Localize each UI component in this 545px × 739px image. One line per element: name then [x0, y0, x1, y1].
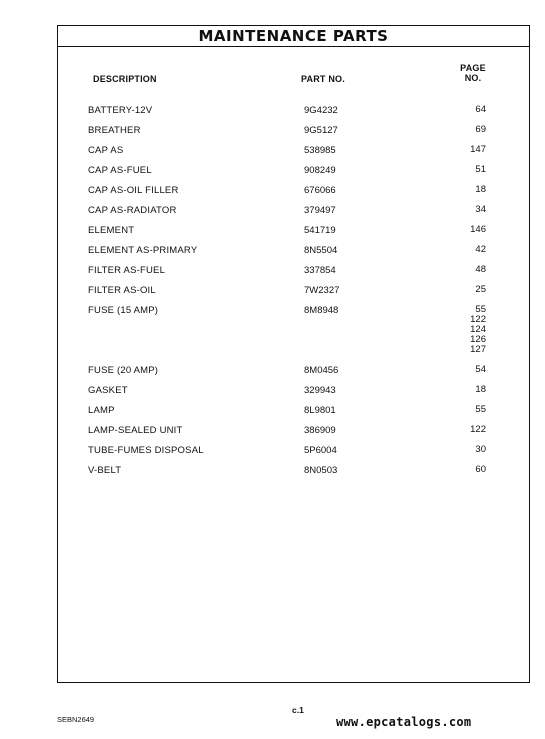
table-row — [58, 165, 529, 185]
page-references — [475, 105, 486, 115]
table-row — [58, 305, 529, 365]
part-description: LAMP-SEALED UNIT — [88, 425, 183, 436]
part-description: BREATHER — [88, 125, 141, 136]
part-number: 908249 — [304, 165, 336, 176]
page-references — [475, 245, 486, 255]
column-header-page-no — [451, 63, 495, 83]
page-references — [475, 285, 486, 295]
page-references — [475, 365, 486, 375]
part-description: FILTER AS-FUEL — [88, 265, 166, 276]
part-description: ELEMENT AS-PRIMARY — [88, 245, 198, 256]
page-reference: 126 — [470, 334, 486, 345]
part-number: 386909 — [304, 425, 336, 436]
part-number: 337854 — [304, 265, 336, 276]
part-number: 538985 — [304, 145, 336, 156]
part-number: 8M8948 — [304, 305, 339, 316]
table-row — [58, 125, 529, 145]
part-description: FUSE (20 AMP) — [88, 365, 159, 376]
page-reference: 54 — [475, 364, 486, 375]
title-bar — [58, 26, 529, 47]
page-reference: 48 — [475, 264, 486, 275]
part-number: 8N5504 — [304, 245, 338, 256]
part-description: CAP AS-FUEL — [88, 165, 152, 176]
part-number: 8M0456 — [304, 365, 339, 376]
column-header-page-line2: NO. — [464, 73, 482, 83]
page-reference: 127 — [470, 344, 486, 355]
page-reference: 146 — [470, 224, 486, 235]
page-references — [470, 305, 486, 355]
part-number: 8N0503 — [304, 465, 338, 476]
table-row — [58, 365, 529, 385]
table-row — [58, 185, 529, 205]
part-number: 329943 — [304, 385, 336, 396]
page-references — [475, 265, 486, 275]
part-description: CAP AS — [88, 145, 124, 156]
part-description: CAP AS-OIL FILLER — [88, 185, 179, 196]
page-reference: 69 — [475, 124, 486, 135]
table-row — [58, 405, 529, 425]
page-references — [475, 465, 486, 475]
website-url[interactable]: www.epcatalogs.com — [336, 715, 472, 729]
page-reference: 122 — [470, 424, 486, 435]
part-description: GASKET — [88, 385, 128, 396]
parts-list-frame — [57, 25, 530, 683]
part-description: TUBE-FUMES DISPOSAL — [88, 445, 204, 456]
column-header-page-line1: PAGE — [460, 63, 486, 73]
part-number: 8L9801 — [304, 405, 336, 416]
table-row — [58, 425, 529, 445]
part-number: 5P6004 — [304, 445, 337, 456]
part-description: FILTER AS-OIL — [88, 285, 156, 296]
page-references — [475, 385, 486, 395]
page-reference: 18 — [475, 384, 486, 395]
page-references — [470, 425, 486, 435]
page-references — [475, 205, 486, 215]
table-row — [58, 285, 529, 305]
page-reference: 25 — [475, 284, 486, 295]
table-row — [58, 465, 529, 485]
part-number: 379497 — [304, 205, 336, 216]
page-references — [470, 225, 486, 235]
parts-table — [58, 105, 529, 485]
page-references — [475, 125, 486, 135]
part-description: BATTERY-12V — [88, 105, 153, 116]
part-description: ELEMENT — [88, 225, 135, 236]
table-row — [58, 225, 529, 245]
part-description: FUSE (15 AMP) — [88, 305, 159, 316]
part-number: 541719 — [304, 225, 336, 236]
table-row — [58, 145, 529, 165]
table-row — [58, 445, 529, 465]
page-reference: 60 — [475, 464, 486, 475]
page-reference: 55 — [475, 304, 486, 315]
page-reference: 30 — [475, 444, 486, 455]
page-reference: 34 — [475, 204, 486, 215]
table-row — [58, 105, 529, 125]
page-reference: 18 — [475, 184, 486, 195]
page-reference: 42 — [475, 244, 486, 255]
column-header-description: DESCRIPTION — [93, 74, 157, 84]
column-header-part-no: PART NO. — [301, 74, 345, 84]
table-row — [58, 265, 529, 285]
part-number: 676066 — [304, 185, 336, 196]
page-references — [475, 405, 486, 415]
part-number: 9G4232 — [304, 105, 338, 116]
document-code: SEBN2649 — [57, 715, 95, 724]
part-description: LAMP — [88, 405, 115, 416]
part-description: V-BELT — [88, 465, 122, 476]
part-number: 7W2327 — [304, 285, 340, 296]
page-reference: 55 — [475, 404, 486, 415]
page-reference: 64 — [475, 104, 486, 115]
page-references — [470, 145, 486, 155]
part-number: 9G5127 — [304, 125, 338, 136]
page-number: c.1 — [292, 705, 304, 715]
page-reference: 51 — [475, 164, 486, 175]
page-references — [475, 165, 486, 175]
page-reference: 147 — [470, 144, 486, 155]
page-references — [475, 445, 486, 455]
table-row — [58, 385, 529, 405]
table-row — [58, 245, 529, 265]
page-title: MAINTENANCE PARTS — [198, 27, 389, 45]
page-reference: 122 — [470, 314, 486, 325]
table-row — [58, 205, 529, 225]
page-references — [475, 185, 486, 195]
part-description: CAP AS-RADIATOR — [88, 205, 177, 216]
page-reference: 124 — [470, 324, 486, 335]
